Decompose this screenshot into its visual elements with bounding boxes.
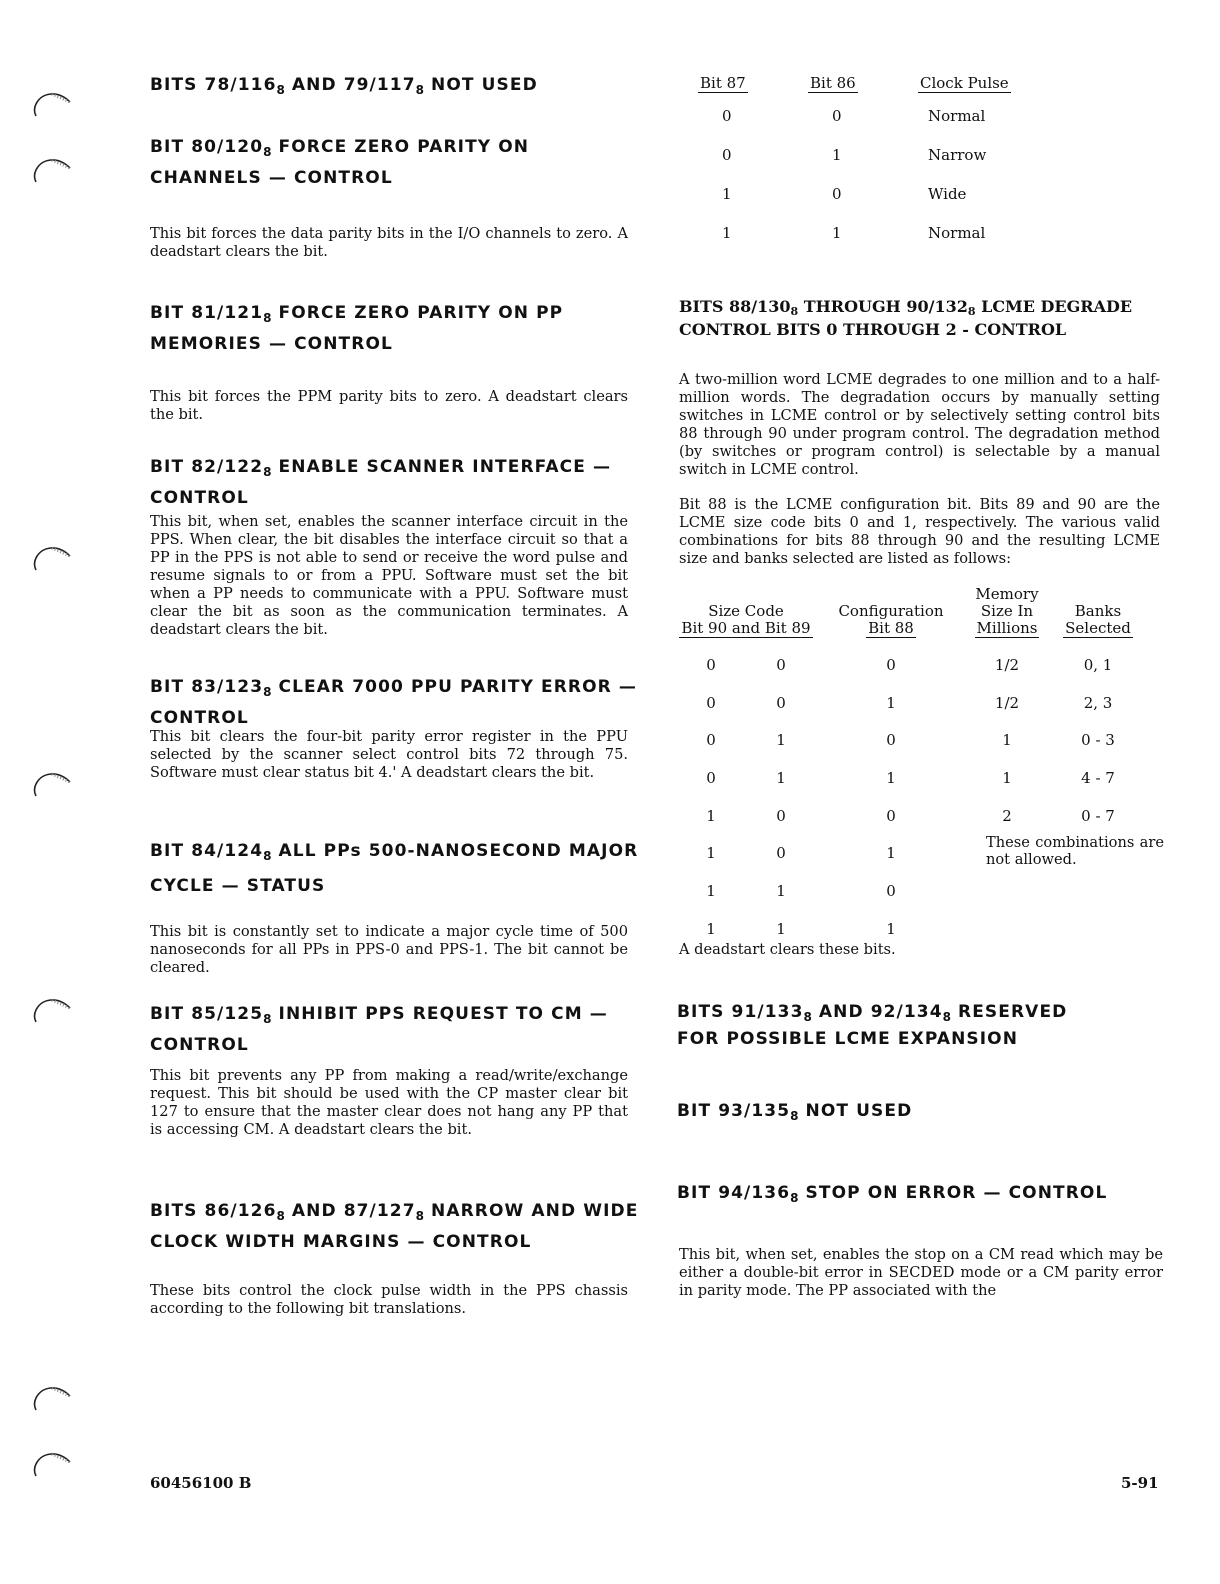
clock-table-header: Bit 87 — [700, 74, 746, 92]
lcme-table-note: These combinations are not allowed. — [986, 834, 1164, 868]
paragraph-bit-84: This bit is constantly set to indicate a major cycle time of 500 nanoseconds for all PPs in PPS-0 and PPS-1. The bit cannot be cleared. — [150, 923, 628, 976]
binder-hole-mark — [30, 86, 74, 130]
heading-bit-81: BIT $81/121_8$ FORCE ZERO PARITY ON PP MEMORIES — CONTROL — [150, 303, 564, 354]
table-row: 1 0 1 — [706, 844, 896, 863]
clock-pulse-table — [698, 74, 1038, 252]
table-row: 1 1 1 — [706, 919, 896, 938]
table-row: 0 0 1 1/2 2, 3 — [706, 693, 1113, 712]
heading-bit-94: BIT $94/136_8$ STOP ON ERROR — CONTROL — [677, 1183, 1108, 1205]
paragraph-deadstart-clears: A deadstart clears these bits. — [679, 941, 896, 958]
paragraph-bit-83: This bit clears the four-bit parity error register in the PPU selected by the scanner select control bits 72 through 75. Software must clear status bit 4.' A deadstart clears the bit. — [150, 728, 628, 781]
table-row: 1 1 0 — [706, 881, 896, 900]
table-row: 0 0 Normal — [722, 106, 986, 125]
paragraph-bit-82: This bit, when set, enables the scanner interface circuit in the PPS. When clear, the bit disables the interface circuit so that a PP in the PPS is not able to send or receive the word pulse and resume signals to or from a PPU. Software must set the bit when a PP needs to communicate with a PPU. Software must clear the bit as soon as the communication terminates. A deadstart clears the bit. — [150, 513, 628, 638]
table-row: 0 1 1 1 4 - 7 — [706, 768, 1115, 787]
document-number: 60456100 B — [150, 1474, 252, 1492]
heading-bits-78-79: BITS $78/116_8$ AND $79/117_8$ NOT USED — [150, 75, 538, 97]
heading-bits-86-87: BITS $86/126_8$ AND $87/127_8$ NARROW AND WIDE CLOCK WIDTH MARGINS — CONTROL — [150, 1201, 639, 1252]
binder-hole-mark — [30, 152, 74, 196]
table-row: 1 1 Normal — [722, 223, 986, 242]
heading-bits-88-90: BITS $88/130_8$ THROUGH $90/132_8$ LCME DEGRADE CONTROL BITS 0 THROUGH 2 - CONTROL — [679, 297, 1133, 339]
paragraph-bit-94: This bit, when set, enables the stop on a CM read which may be either a double-bit error in SECDED mode or a CM parity error in parity mode. The PP associated with the — [679, 1246, 1163, 1299]
lcme-config-table — [676, 586, 1176, 948]
table-row: 1 0 0 2 0 - 7 — [706, 806, 1115, 825]
heading-bit-82: BIT $82/122_8$ ENABLE SCANNER INTERFACE — CONTROL — [150, 457, 612, 508]
lcme-table-header-configuration: Configuration Bit 88 — [838, 602, 944, 637]
paragraph-lcme-degrade: A two-million word LCME degrades to one million and to a half-million words. The degradation occurs by manually setting switches in LCME control or by selectively setting control bits 88 through 90 under program control. The degradation method (by switches or program control) is selectable by a manual switch in LCME control. — [679, 371, 1160, 478]
paragraph-bit-81: This bit forces the PPM parity bits to zero. A deadstart clears the bit. — [150, 388, 628, 423]
heading-bit-84: BIT $84/124_8$ ALL PPs 500-NANOSECOND MAJOR CYCLE — STATUS — [150, 841, 639, 896]
lcme-table-header-banks: Banks Selected — [1065, 602, 1131, 637]
heading-bits-91-92: BITS $91/133_8$ AND $92/134_8$ RESERVED FOR POSSIBLE LCME EXPANSION — [677, 1002, 1068, 1049]
binder-hole-mark — [30, 1380, 74, 1424]
paragraph-lcme-config: Bit 88 is the LCME configuration bit. Bits 89 and 90 are the LCME size code bits 0 and 1, respectively. The various valid combinations for bits 88 through 90 and the resulting LCME size and banks selected are listed as follows: — [679, 496, 1160, 567]
heading-bit-85: BIT $85/125_8$ INHIBIT PPS REQUEST TO CM — CONTROL — [150, 1004, 608, 1055]
table-row: 0 1 Narrow — [722, 145, 987, 164]
binder-hole-mark — [30, 1446, 74, 1490]
clock-table-header: Bit 86 — [810, 74, 856, 92]
table-row: 0 0 0 1/2 0, 1 — [706, 655, 1113, 674]
clock-table-header: Clock Pulse — [920, 74, 1009, 92]
heading-bit-80: BIT $80/120_8$ FORCE ZERO PARITY ON CHANNELS — CONTROL — [150, 137, 530, 188]
lcme-table-header-size-code: Size Code Bit 90 and Bit 89 — [681, 602, 811, 637]
paragraph-bits-86-87: These bits control the clock pulse width in the PPS chassis according to the following bit translations. — [150, 1282, 628, 1317]
heading-bit-93: BIT $93/135_8$ NOT USED — [677, 1101, 913, 1123]
heading-bit-83: BIT $83/123_8$ CLEAR 7000 PPU PARITY ERROR — CONTROL — [150, 677, 637, 728]
paragraph-bit-80: This bit forces the data parity bits in the I/O channels to zero. A deadstart clears the bit. — [150, 225, 628, 260]
table-row: 0 1 0 1 0 - 3 — [706, 731, 1115, 750]
binder-hole-mark — [30, 992, 74, 1036]
lcme-table-header-memory: Memory Size In Millions — [975, 585, 1039, 637]
paragraph-bit-85: This bit prevents any PP from making a read/write/exchange request. This bit should be used with the CP master clear bit 127 to ensure that the master clear does not hang any PP that is accessing CM. A deadstart clears the bit. — [150, 1067, 628, 1138]
table-row: 1 0 Wide — [722, 184, 967, 203]
page-number: 5-91 — [1121, 1474, 1159, 1492]
binder-hole-mark — [30, 540, 74, 584]
binder-hole-mark — [30, 766, 74, 810]
